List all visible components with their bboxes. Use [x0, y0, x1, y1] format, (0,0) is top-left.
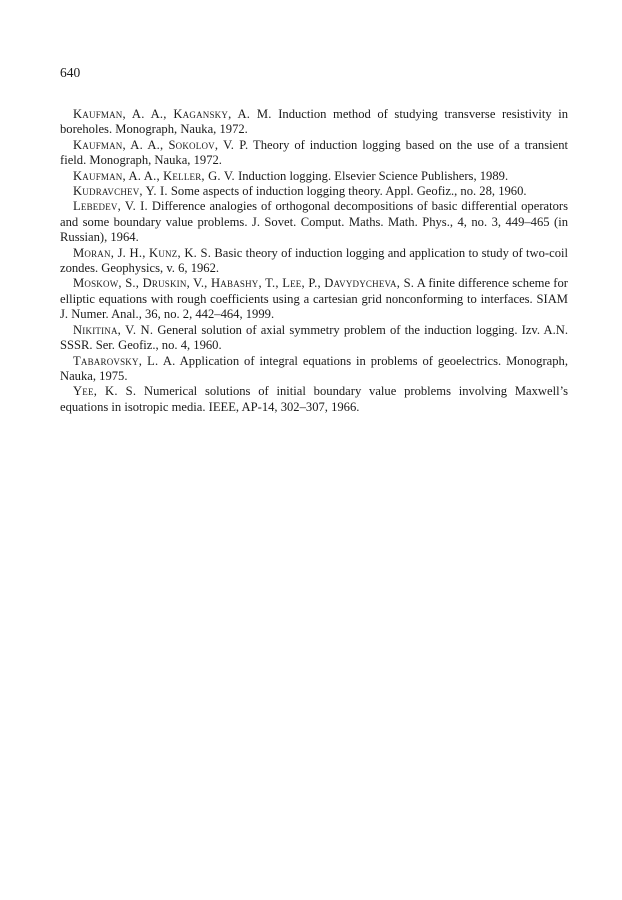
page-number: 640 — [60, 65, 81, 80]
reference-entry — [60, 384, 568, 415]
reference-authors: Kudravchev, Y. I. — [73, 184, 168, 199]
reference-text: Theory of induction logging based on the use of a transient field. Monograph, Nauka, 1972. — [60, 137, 569, 168]
reference-entry — [60, 354, 568, 385]
reference-authors: Moran, J. H., Kunz, K. S. — [73, 245, 212, 260]
reference-authors: Lebedev, V. I. — [73, 199, 148, 214]
reference-authors: Kaufman, A. A., Kagansky, A. M. — [73, 107, 272, 121]
reference-text: General solution of axial symmetry problem of the induction logging. Izv. A.N. SSSR. Ser. Geofiz., no. 4, 1960. — [60, 322, 568, 353]
reference-text: Difference analogies of orthogonal decompositions of basic differential operators and some boundary value problems. J. Sovet. Comput. Maths. Math. Phys., 4, no. 3, 449–465 (in Russian), 1964. — [60, 199, 568, 245]
reference-text: Basic theory of induction logging and application to study of two-coil zondes. Geophysics, v. 6, 1962. — [60, 245, 568, 276]
reference-authors: Kaufman, A. A., Sokolov, V. P. — [73, 137, 249, 152]
reference-text: Numerical solutions of initial boundary value problems involving Maxwell’s equations in isotropic media. IEEE, AP-14, 302–307, 1966. — [60, 384, 568, 414]
reference-text: Induction logging. Elsevier Science Publishers, 1989. — [234, 168, 509, 183]
reference-list — [60, 107, 568, 415]
reference-authors: Kaufman, A. A., Keller, G. V. — [73, 168, 235, 183]
reference-entry — [60, 276, 568, 322]
reference-authors: Nikitina, V. N. — [73, 322, 154, 337]
reference-text: Induction method of studying transverse resistivity in boreholes. Monograph, Nauka, 1972. — [60, 107, 568, 137]
reference-text: A finite difference scheme for elliptic equations with rough coefficients using a cartesian grid nonconforming to interfaces. SIAM J. Numer. Anal., 36, no. 2, 442–464, 1999. — [60, 276, 568, 322]
reference-entry — [60, 199, 568, 245]
reference-authors: Moskow, S., Druskin, V., Habashy, T., Lee, P., Davydycheva, S. — [73, 276, 415, 291]
reference-entry — [60, 246, 568, 277]
reference-entry — [60, 169, 568, 184]
reference-entry — [60, 184, 568, 199]
reference-authors: Yee, K. S. — [73, 384, 137, 399]
reference-text: Some aspects of induction logging theory. Appl. Geofiz., no. 28, 1960. — [167, 184, 527, 199]
reference-text: Application of integral equations in problems of geoelectrics. Monograph, Nauka, 1975. — [60, 353, 569, 383]
reference-entry — [60, 138, 568, 169]
reference-entry — [60, 107, 568, 138]
reference-entry — [60, 323, 568, 354]
reference-authors: Tabarovsky, L. A. — [73, 353, 176, 368]
